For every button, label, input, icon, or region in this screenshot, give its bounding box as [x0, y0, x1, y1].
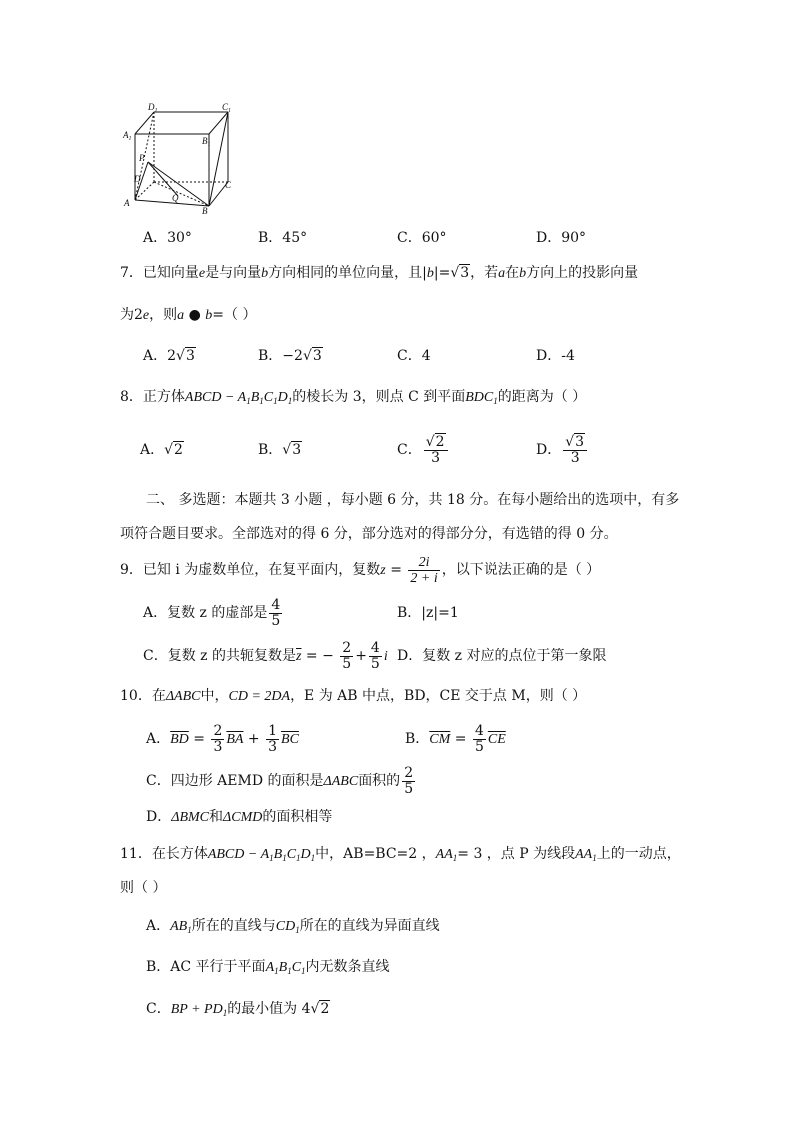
label-A1: $A_1$ [123, 130, 132, 142]
q10-option-c: C．四边形 AEMD 的面积是ΔABC面积的 $\frac{2}{5}$ [146, 764, 414, 797]
label-D: D [134, 174, 141, 184]
q8-option-b: B．√3 [258, 442, 302, 458]
q6-option-a: A．30° [143, 230, 192, 246]
label-D1: $D_1$ [148, 102, 158, 114]
q9-option-c: C．复数 z 的共轭复数是$\overline{z}$ = − $\frac{2}{5}$ + $\frac{4}{5}$ i [143, 639, 388, 672]
label-P: P [139, 153, 145, 163]
q10-stem: 10．在ΔABC中，CD = 2DA，E 为 AB 中点，BD，CE 交于点 M，则（ ） [120, 688, 587, 704]
q8-stem: 8．正方体ABCD − $A_1B_1C_1D_1$的棱长为 3，则点 C 到平面$BDC_1$的距离为（ ） [120, 389, 587, 406]
label-C: C [225, 180, 232, 190]
label-Q: Q [172, 193, 179, 203]
q7-stem-line2: 为2e，则a ● b=（ ） [120, 307, 257, 323]
q6-option-b: B．45° [258, 230, 308, 246]
q11-option-c: C．BP + $PD_1$的最小值为 4√2 [146, 1001, 330, 1018]
q9-option-d: D．复数 z 对应的点位于第一象限 [397, 648, 607, 664]
q7-option-c: C．4 [397, 348, 431, 364]
q9-option-b: B．|z|=1 [397, 605, 459, 621]
section2-heading-line1: 二、 多选题：本题共 3 小题 ，每小题 6 分，共 18 分。在每小题给出的选项中，有多 [146, 492, 680, 508]
q7-option-a: A．2√3 [143, 348, 195, 364]
section2-heading-line2: 项符合题目要求。全部选对的得 6 分，部分选对的得部分分，有选错的得 0 分。 [120, 526, 618, 542]
q6-option-d: D．90° [536, 230, 587, 246]
label-B1: $B_1$ [202, 136, 211, 148]
q9-option-a: A．复数 z 的虚部是 $\frac{4}{5}$ [143, 596, 281, 629]
cube-figure [118, 100, 248, 218]
q11-option-a: A．$AB_1$所在的直线与$CD_1$所在的直线为异面直线 [146, 918, 440, 935]
q10-option-b: B．$\overline{CM}$ = $\frac{4}{5}$ $\overline{CE}$ [405, 722, 506, 755]
q7-option-d: D．-4 [536, 348, 575, 364]
q8-option-a: A．√2 [140, 442, 183, 458]
q7-option-b: B．−2√3 [258, 348, 322, 364]
q9-stem: 9．已知 i 为虚数单位，在复平面内，复数z = $\frac{2i}{2 + i}$ ，以下说法正确的是（ ） [120, 554, 601, 586]
label-B: B [202, 206, 208, 216]
q10-option-d: D．ΔBMC和ΔCMD的面积相等 [146, 809, 333, 825]
q11-stem-line1: 11．在长方体ABCD − $A_1B_1C_1D_1$中，AB=BC=2 ，$AA_1= 3$ ，点 P 为线段$AA_1$上的一动点， [120, 846, 681, 863]
q10-option-a: A．$\overline{BD}$ = $\frac{2}{3}$ $\overline{BA}$ + $\frac{1}{3}$ $\overline{BC}$ [146, 722, 299, 755]
q8-option-c: C． $\frac{√2}{3}$ [397, 428, 450, 472]
label-A: A [124, 198, 130, 208]
q11-stem-line2: 则（ ） [120, 880, 167, 896]
q6-option-c: C．60° [397, 230, 447, 246]
label-C1: $C_1$ [222, 102, 232, 114]
q11-option-b: B．AC 平行于平面$A_1B_1C_1$内无数条直线 [146, 959, 390, 976]
q7-stem-line1: 7．已知向量e是与向量b方向相同的单位向量，且|b|=√3，若a在b方向上的投影向量 [120, 265, 639, 281]
q8-option-d: D． $\frac{√3}{3}$ [536, 428, 589, 472]
